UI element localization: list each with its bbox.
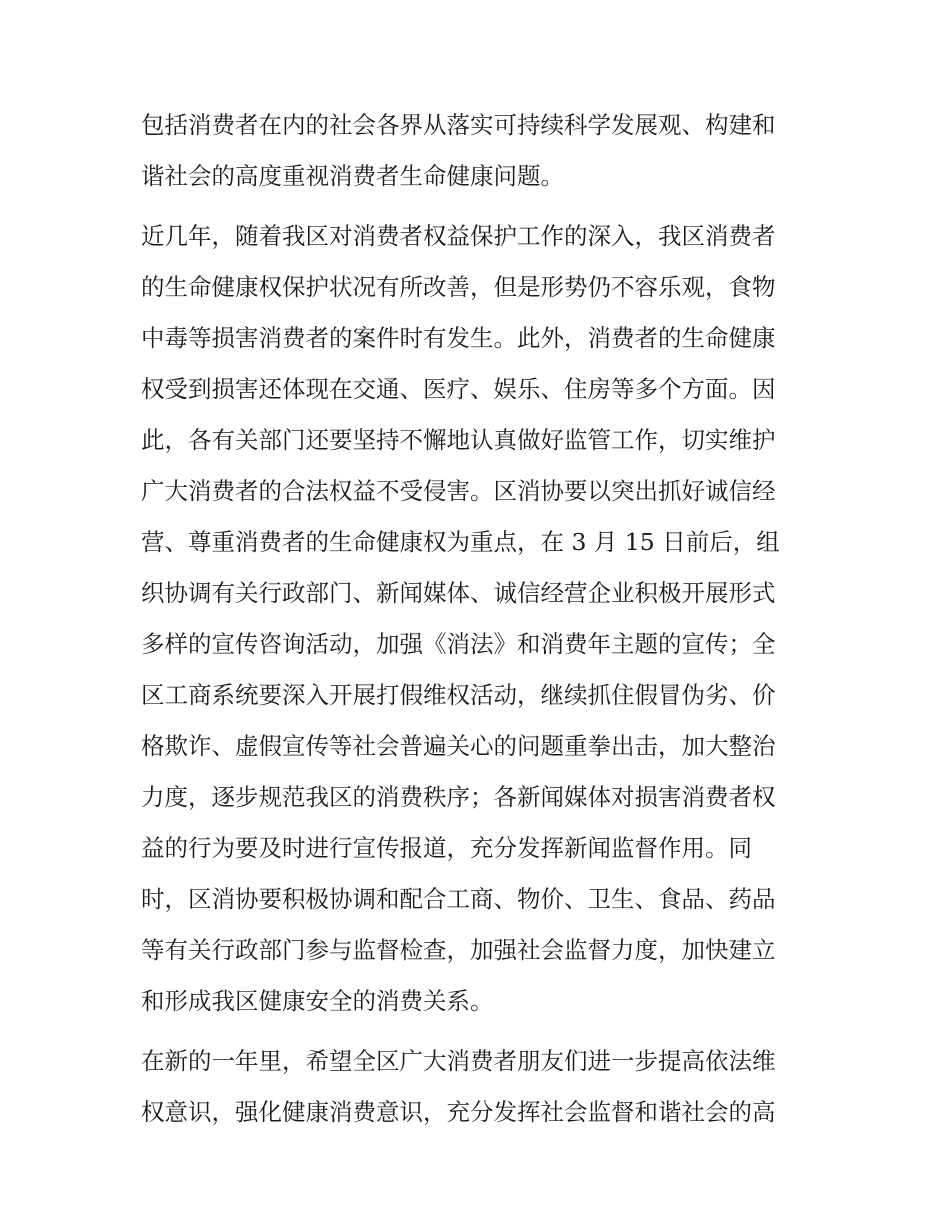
text-line: 包括消费者在内的社会各界从落实可持续科学发展观、构建和 xyxy=(141,111,776,139)
text-line: 在新的一年里，希望全区广大消费者朋友们进一步提高依法维 xyxy=(141,1047,776,1075)
text-line: 益的行为要及时进行宣传报道，充分发挥新闻监督作用。同 xyxy=(141,834,752,862)
text-line: 多样的宣传咨询活动，加强《消法》和消费年主题的宣传；全 xyxy=(141,630,776,658)
text-line: 的生命健康权保护状况有所改善，但是形势仍不容乐观，食物 xyxy=(141,273,776,301)
text-line: 权受到损害还体现在交通、医疗、娱乐、住房等多个方面。因 xyxy=(141,375,776,403)
text-line: 等有关行政部门参与监督检查，加强社会监督力度，加快建立 xyxy=(141,936,776,964)
text-line: 营、尊重消费者的生命健康权为重点，在 3 月 15 日前后，组 xyxy=(141,528,780,556)
text-line: 和形成我区健康安全的消费关系。 xyxy=(141,987,494,1015)
text-line: 此，各有关部门还要坚持不懈地认真做好监管工作，切实维护 xyxy=(141,426,776,454)
text-line: 时，区消协要积极协调和配合工商、物价、卫生、食品、药品 xyxy=(141,885,776,913)
text-line: 谐社会的高度重视消费者生命健康问题。 xyxy=(141,162,564,190)
text-line: 织协调有关行政部门、新闻媒体、诚信经营企业积极开展形式 xyxy=(141,579,776,607)
text-line: 格欺诈、虚假宣传等社会普遍关心的问题重拳出击，加大整治 xyxy=(141,732,776,760)
text-line: 中毒等损害消费者的案件时有发生。此外，消费者的生命健康 xyxy=(141,324,776,352)
text-line: 近几年，随着我区对消费者权益保护工作的深入，我区消费者 xyxy=(141,222,776,250)
text-line: 权意识，强化健康消费意识，充分发挥社会监督和谐社会的高 xyxy=(141,1098,776,1126)
text-line: 广大消费者的合法权益不受侵害。区消协要以突出抓好诚信经 xyxy=(141,477,776,505)
text-line: 力度，逐步规范我区的消费秩序；各新闻媒体对损害消费者权 xyxy=(141,783,776,811)
text-line: 区工商系统要深入开展打假维权活动，继续抓住假冒伪劣、价 xyxy=(141,681,776,709)
